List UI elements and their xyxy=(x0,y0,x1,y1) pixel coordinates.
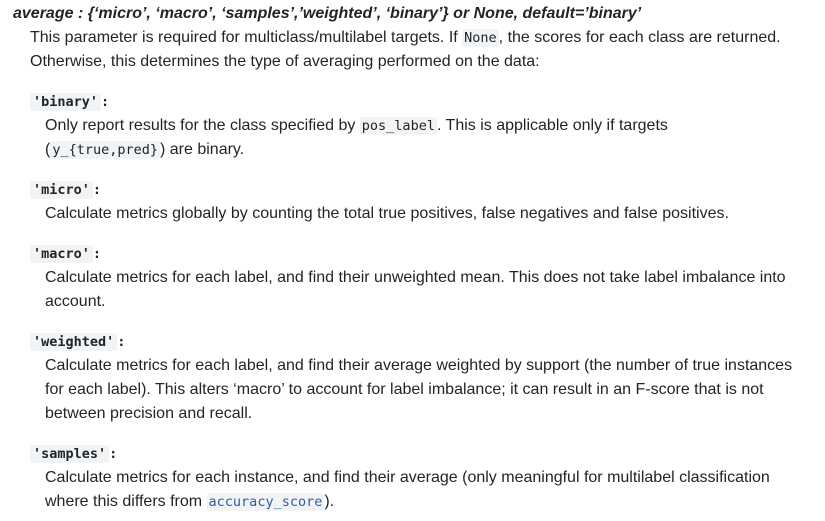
def-text: ) are binary. xyxy=(160,141,245,158)
option-micro xyxy=(30,178,813,226)
term-weighted xyxy=(30,330,813,354)
term-colon: : xyxy=(92,246,102,262)
intro-paragraph xyxy=(30,26,813,74)
option-samples xyxy=(30,442,813,514)
term-binary-code: 'binary' xyxy=(30,93,101,111)
option-macro xyxy=(30,242,813,314)
param-type: {‘micro’, ‘macro’, ‘samples’,’weighted’, ‘binary’} or None, default=’binary’ xyxy=(87,5,642,22)
intro-text-2: , the scores for each class are returned. Otherwise, this determines the type of averaging performed on the data: xyxy=(30,29,781,70)
accuracy-score-link[interactable]: accuracy_score xyxy=(208,494,323,510)
term-micro-code: 'micro' xyxy=(30,181,93,199)
definition-binary xyxy=(45,114,813,162)
term-macro xyxy=(30,242,813,266)
term-samples-code: 'samples' xyxy=(30,445,109,463)
term-colon: : xyxy=(92,182,102,198)
option-binary xyxy=(30,90,813,162)
term-macro-code: 'macro' xyxy=(30,245,93,263)
def-text: ). xyxy=(324,493,335,510)
def-text: Calculate metrics for each instance, and find their average (only meaningful for multilabel classification where this differs from xyxy=(45,469,770,510)
inline-code-pos-label: pos_label xyxy=(361,118,435,134)
term-micro xyxy=(30,178,813,202)
intro-text-1: This parameter is required for multiclass/multilabel targets. If xyxy=(30,29,463,46)
definition-micro: Calculate metrics globally by counting the total true positives, false negatives and false positives. xyxy=(45,205,729,222)
def-text: ( xyxy=(45,141,51,158)
definition-macro: Calculate metrics for each label, and find their unweighted mean. This does not take label imbalance into account. xyxy=(45,269,786,310)
term-samples xyxy=(30,442,813,466)
definition-samples xyxy=(45,466,813,514)
term-binary xyxy=(30,90,813,114)
term-colon: : xyxy=(109,446,118,462)
inline-code-y-true-pred: y_{true,pred} xyxy=(52,142,158,158)
definition-weighted: Calculate metrics for each label, and find their average weighted by support (the number of true instances for each label). This alters ‘macro’ to account for label imbalance; it can result in an F-score that is not between precision and recall. xyxy=(45,357,793,422)
param-description xyxy=(30,26,813,514)
term-weighted-code: 'weighted' xyxy=(30,333,117,351)
def-text: . This is applicable only if targets xyxy=(436,117,668,134)
term-colon: : xyxy=(101,94,110,110)
param-separator: : xyxy=(73,5,88,22)
inline-code-none: None xyxy=(464,30,497,46)
term-colon: : xyxy=(117,334,126,350)
param-name: average xyxy=(13,5,74,22)
param-signature xyxy=(13,2,813,26)
def-text: Only report results for the class specified by xyxy=(45,117,360,134)
option-weighted xyxy=(30,330,813,426)
